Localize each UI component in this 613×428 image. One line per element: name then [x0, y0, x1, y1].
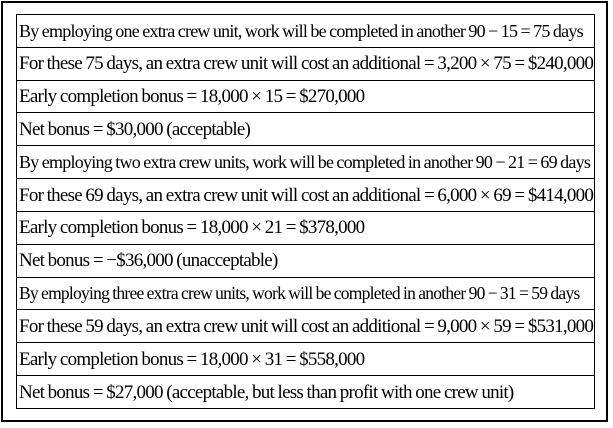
table-row: Early completion bonus = 18,000 × 31 = $558,000	[17, 343, 594, 376]
table-row: Early completion bonus = 18,000 × 21 = $378,000	[17, 212, 594, 245]
table-row: Net bonus = $27,000 (acceptable, but less than profit with one crew unit)	[19, 381, 514, 403]
table-row: By employing two extra crew units, work will be completed in another 90 − 21 = 69 days	[17, 146, 594, 179]
outer-frame	[1, 1, 608, 422]
table-row: By employing one extra crew unit, work will be completed in another 90 − 15 = 75 days	[17, 15, 594, 48]
table-row: By employing three extra crew units, work will be completed in another 90 − 31 = 59 days	[17, 278, 594, 311]
calculation-table	[16, 14, 595, 409]
table-row: Net bonus = $30,000 (acceptable)	[17, 113, 594, 146]
table-row: For these 59 days, an extra crew unit will cost an additional = 9,000 × 59 = $531,000	[17, 310, 594, 343]
table-row: For these 75 days, an extra crew unit will cost an additional = 3,200 × 75 = $240,000	[17, 48, 594, 81]
table-row: For these 69 days, an extra crew unit will cost an additional = 6,000 × 69 = $414,000	[17, 179, 594, 212]
table-row: Net bonus = −$36,000 (unacceptable)	[17, 245, 594, 278]
table-row: Early completion bonus = 18,000 × 15 = $270,000	[17, 81, 594, 114]
